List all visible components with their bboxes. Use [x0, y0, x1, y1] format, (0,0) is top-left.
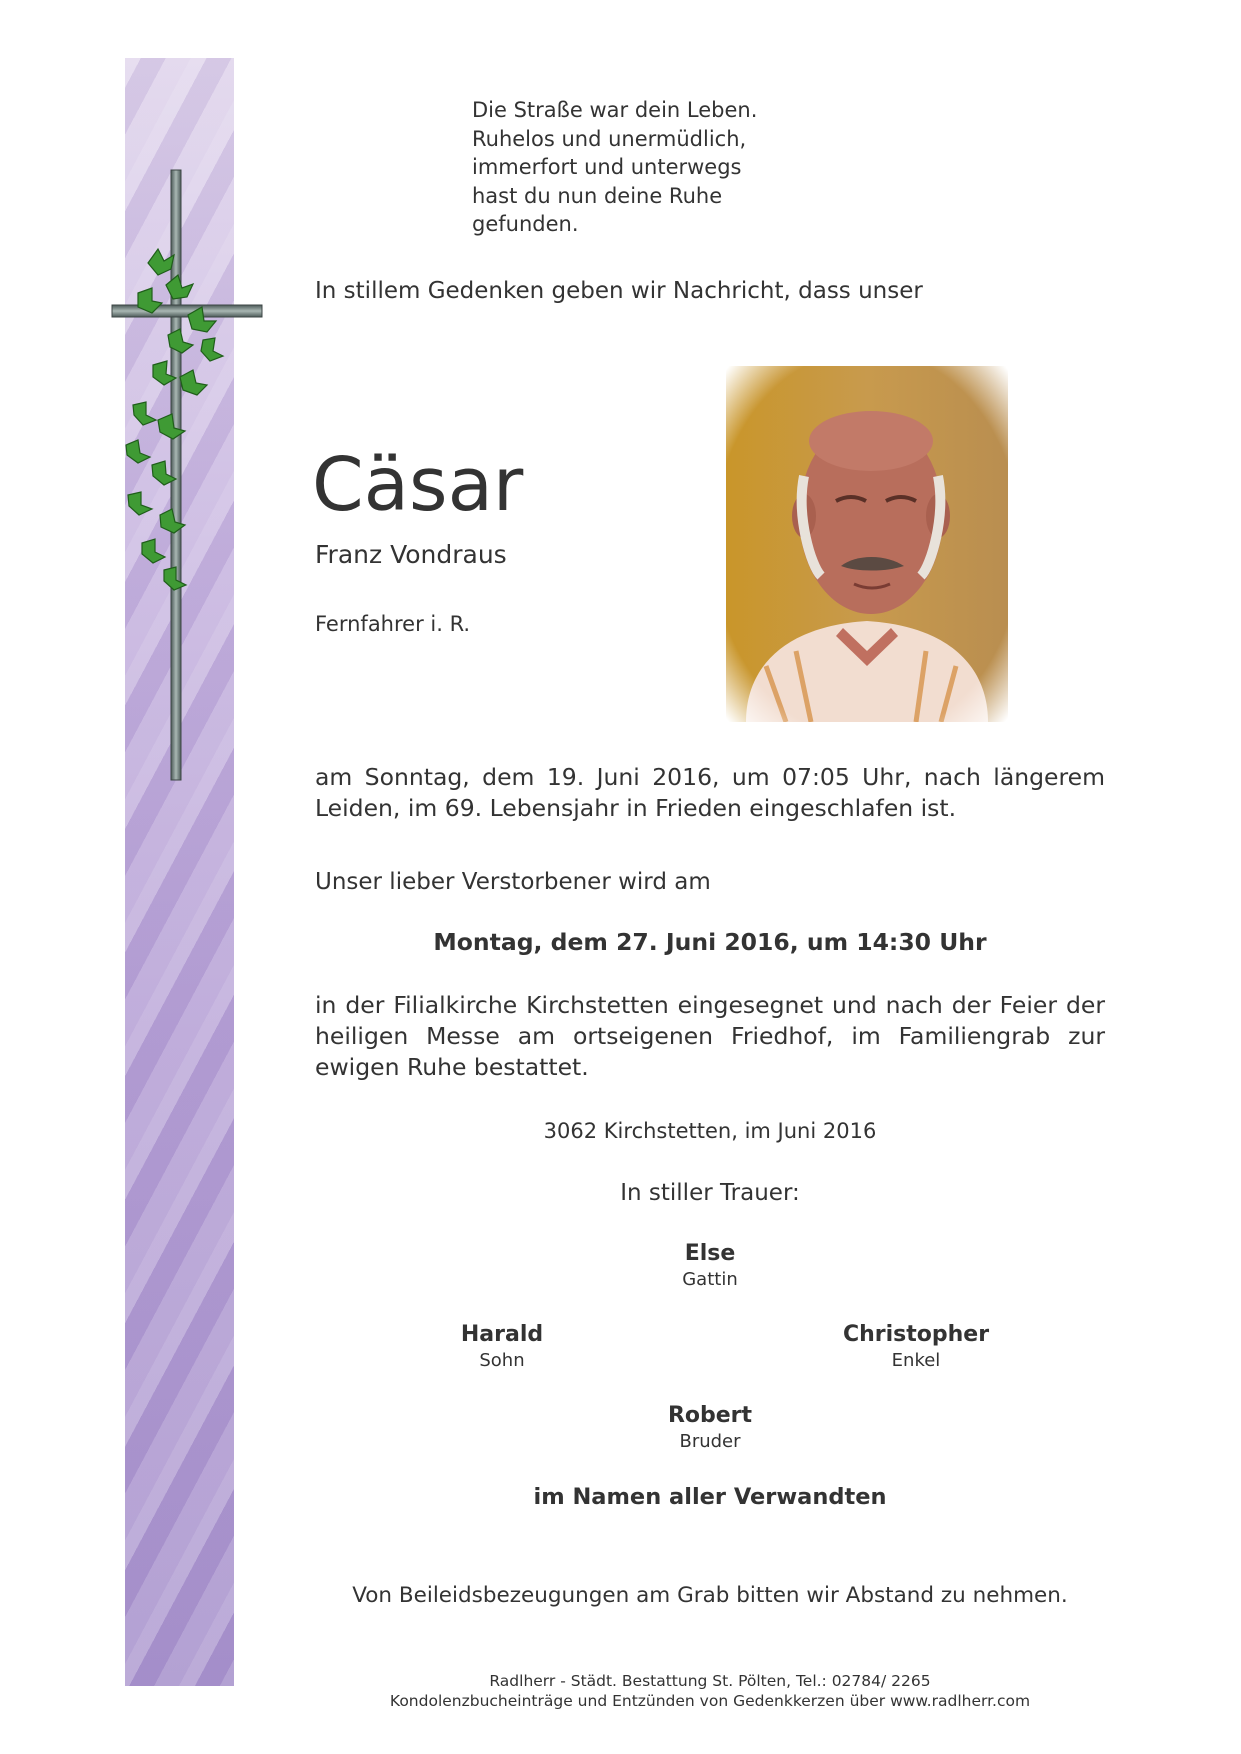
footer-line: Kondolenzbucheinträge und Entzünden von Gedenkkerzen über www.radlherr.com	[389, 1692, 1031, 1710]
mourning-heading: In stiller Trauer:	[620, 1180, 800, 1206]
poem-line: immerfort und unterwegs	[472, 155, 742, 179]
mourner	[550, 1240, 870, 1292]
mourner-name: Robert	[667, 1403, 753, 1428]
mourner	[756, 1321, 1076, 1373]
deceased-name: Cäsar	[312, 442, 524, 528]
relatives-note: im Namen aller Verwandten	[533, 1484, 887, 1510]
place-date: 3062 Kirchstetten, im Juni 2016	[543, 1119, 877, 1143]
funeral-details: in der Filialkirche Kirchstetten eingesegnet und nach der Feier der heiligen Messe am ortseigenen Friedhof, im Familiengrab zur ewigen Ruhe bestattet.	[315, 991, 1105, 1081]
footer	[300, 1671, 1120, 1711]
mourner	[342, 1321, 662, 1373]
funeral-date: Montag, dem 27. Juni 2016, um 14:30 Uhr	[433, 928, 987, 956]
mourner-relation: Gattin	[682, 1269, 738, 1290]
funeral-intro: Unser lieber Verstorbener wird am	[315, 869, 711, 895]
mourner-name: Else	[684, 1241, 736, 1266]
poem-line: Die Straße war dein Leben.	[472, 98, 758, 122]
poem-line: Ruhelos und unermüdlich,	[472, 126, 747, 151]
death-announcement: am Sonntag, dem 19. Juni 2016, um 07:05 Uhr, nach längerem Leiden, im 69. Lebensjahr in Frieden eingeschlafen ist.	[315, 763, 1105, 822]
mourner-name: Harald	[460, 1322, 544, 1347]
mourner-relation: Bruder	[679, 1431, 741, 1452]
footer-line: Radlherr - Städt. Bestattung St. Pölten, Tel.: 02784/ 2265	[489, 1672, 931, 1690]
deceased-occupation: Fernfahrer i. R.	[315, 612, 471, 636]
portrait-photo	[726, 366, 1008, 722]
poem	[472, 96, 757, 239]
cross-with-ivy-icon	[108, 165, 268, 785]
mourner-relation: Enkel	[891, 1350, 941, 1371]
mourner-name: Christopher	[842, 1322, 990, 1347]
intro-text: In stillem Gedenken geben wir Nachricht, dass unser	[315, 278, 923, 304]
deceased-full-name: Franz Vondraus	[315, 540, 507, 569]
poem-line: hast du nun deine Ruhe	[472, 183, 723, 208]
poem-line: gefunden.	[472, 212, 579, 236]
mourner-relation: Sohn	[479, 1350, 525, 1371]
mourner	[550, 1402, 870, 1454]
condolence-note: Von Beileidsbezeugungen am Grab bitten wir Abstand zu nehmen.	[352, 1583, 1068, 1608]
